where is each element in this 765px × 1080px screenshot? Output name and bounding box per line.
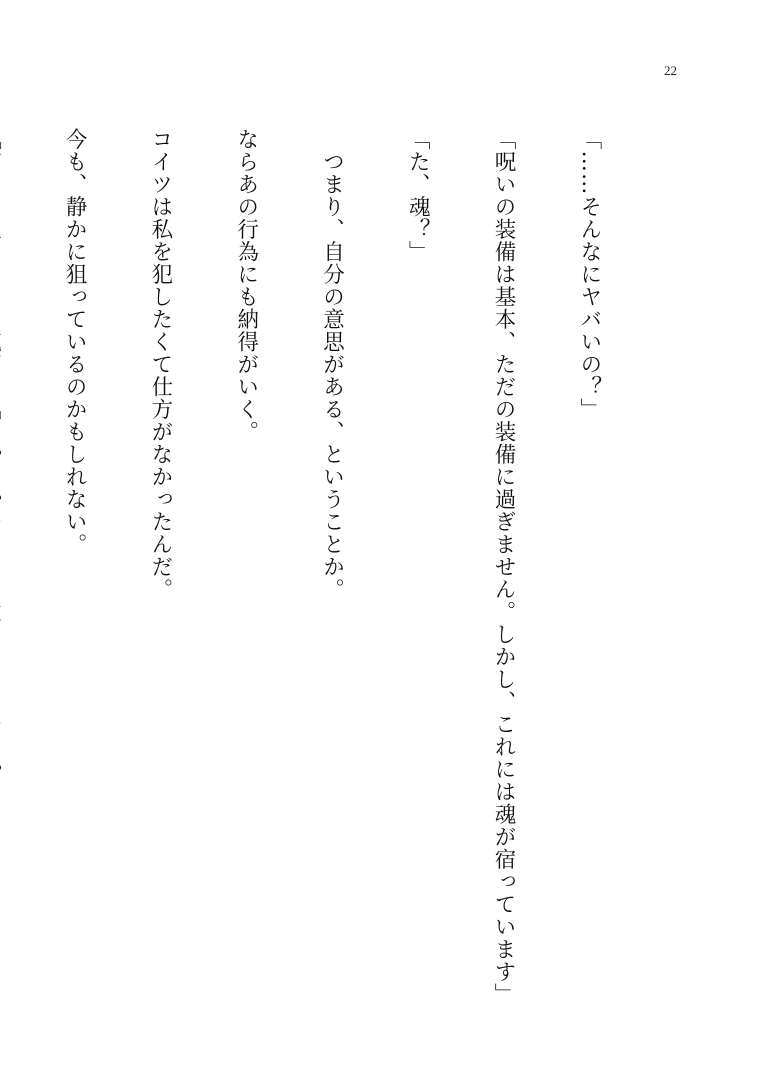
text-line: 「……そんなにヤバいの？」	[576, 128, 602, 421]
text-line: 「呪いの装備は基本、ただの装備に過ぎません。しかし、これには魂が宿っています」	[491, 128, 517, 1006]
text-line: コイツは私を犯したくて仕方がなかったんだ。	[147, 128, 173, 601]
page-number: 22	[664, 63, 677, 78]
text-line: 「た、魂？」	[405, 128, 431, 263]
text-line	[0, 128, 2, 988]
text-line: つまり、自分の意思がある、ということか。	[319, 128, 345, 601]
body-text	[0, 128, 660, 1006]
text-line: ならあの行為にも納得がいく。	[233, 128, 259, 443]
text-line: 今も、静かに狙っているのかもしれない。	[62, 128, 88, 556]
